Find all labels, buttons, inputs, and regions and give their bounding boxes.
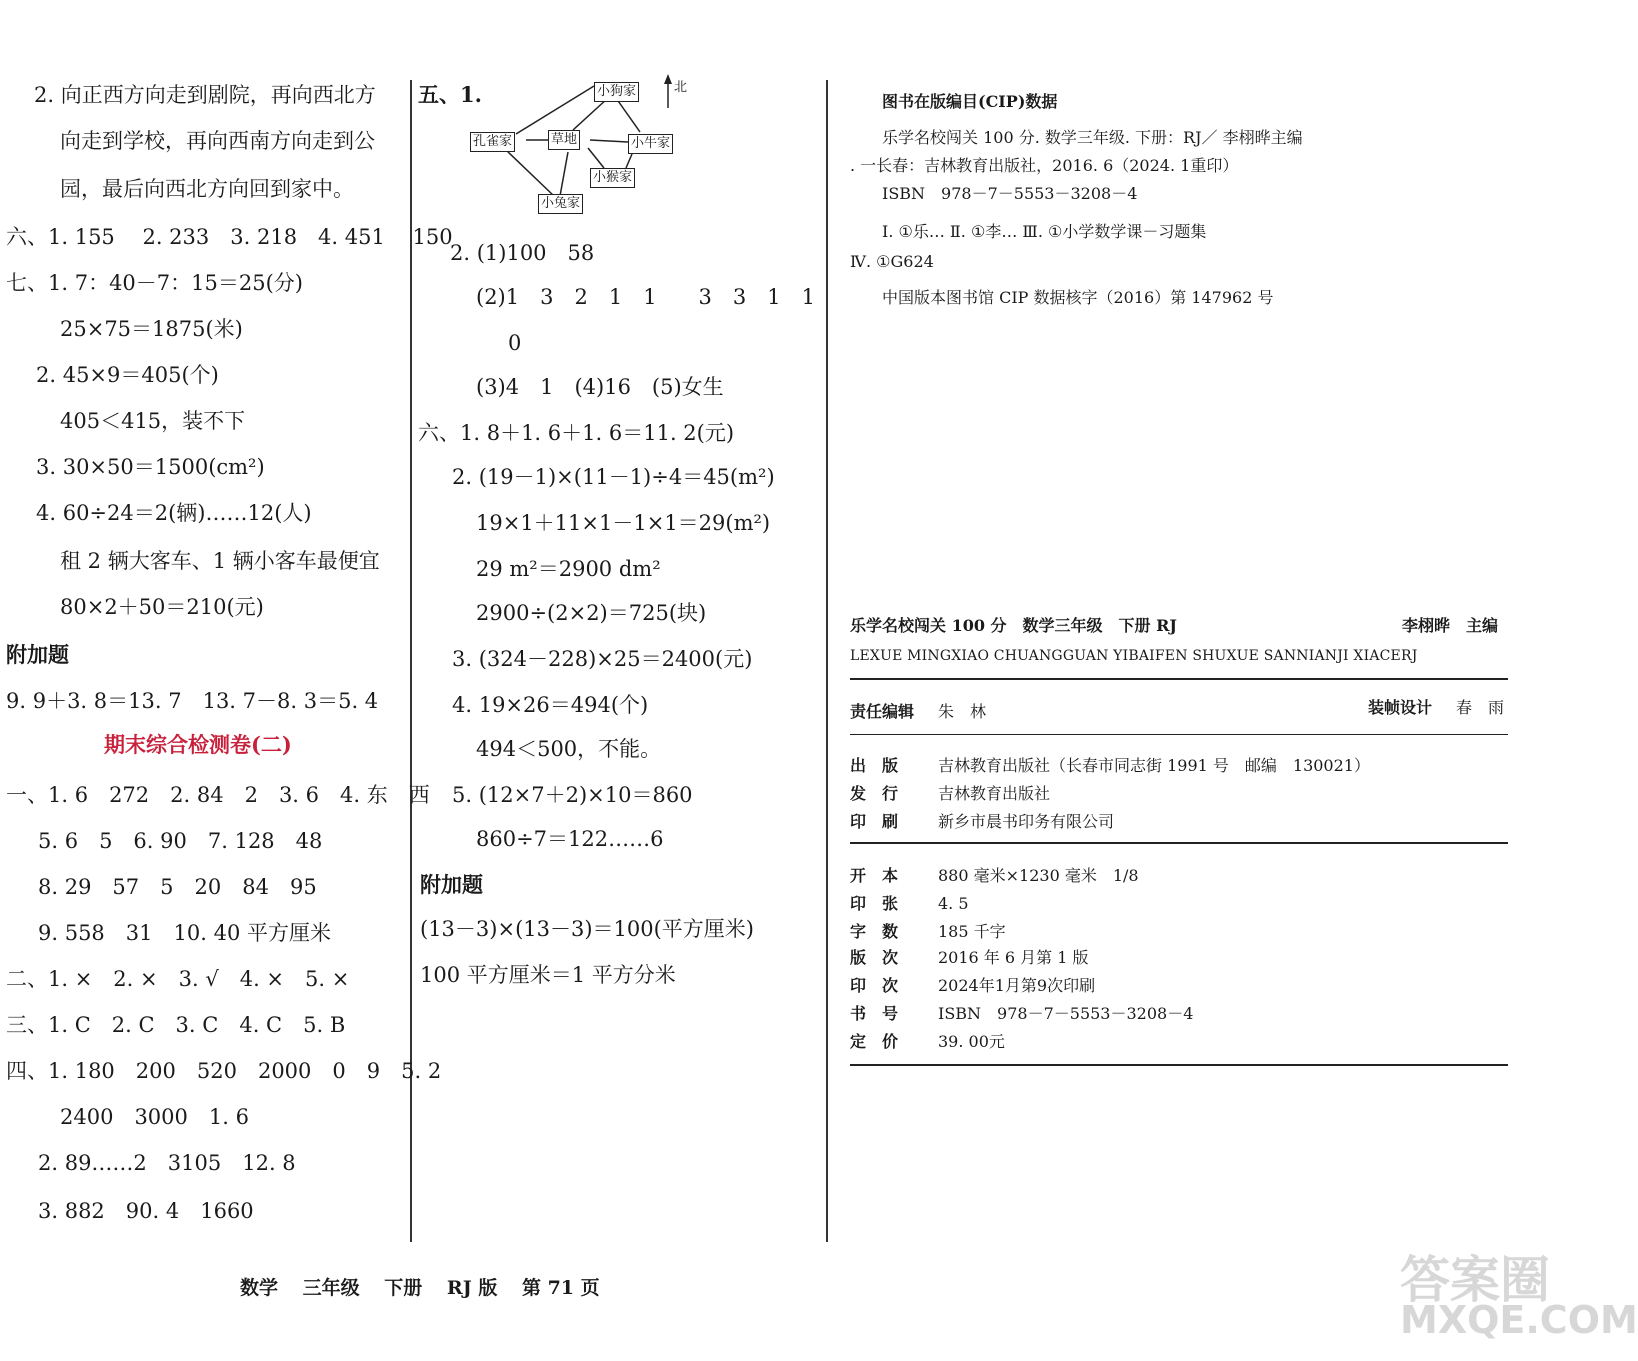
left-answer-line-8: 405＜415，装不下 [60,409,246,433]
spec-row-4 [850,948,1089,968]
pub-key: 出 版 [850,756,899,775]
design-label: 装帧设计 [1368,698,1433,717]
north-label: 北 [674,80,688,95]
middle-answer-line-15: 860÷7＝122……6 [476,827,664,851]
watermark-url: MXQE.COM [1400,1298,1638,1342]
left-answer-line-11: 租 2 辆大客车、1 辆小客车最便宜 [60,549,380,573]
spec-value: ISBN 978－7－5553－3208－4 [938,1004,1194,1023]
middle-answer-line-3: (2)1 3 2 1 1 3 3 1 1 [476,285,815,309]
rule-4 [850,1064,1508,1066]
spec-row-3 [850,922,1006,942]
middle-answer-line-11: 3. (324－228)×25＝2400(元) [452,647,753,671]
middle-answer-line-9: 29 m²＝2900 dm² [476,557,661,581]
rule-1 [850,678,1508,680]
pub-row-2 [850,784,1050,804]
map-node-rabbit-home: 小兔家 [538,194,583,214]
book-author: 李栩晔 主编 [1402,616,1499,635]
section-title: 期末综合检测卷(二) [104,732,292,757]
middle-answer-line-13: 494＜500，不能。 [476,737,662,761]
spec-row-2 [850,894,969,914]
left-answer-line-23: 2. 89……2 3105 12. 8 [38,1151,296,1175]
watermark-logo: 答案圈 [1400,1251,1550,1309]
spec-key: 印 次 [850,976,899,995]
spec-row-5 [850,976,1095,996]
middle-answer-line-12: 4. 19×26＝494(个) [452,693,649,717]
pub-value: 吉林教育出版社 [938,784,1051,803]
designer-name: 春 雨 [1456,698,1505,717]
spec-key: 开 本 [850,866,899,885]
left-answer-line-18: 9. 558 31 10. 40 平方厘米 [38,921,331,945]
middle-answer-line-8: 19×1＋11×1－1×1＝29(m²) [476,511,771,535]
footer-page: 第 71 页 [521,1277,600,1299]
cip-line-1: 乐学名校闯关 100 分. 数学三年级. 下册：RJ／ 李栩晔主编 [882,128,1303,147]
left-answer-line-13: 附加题 [6,642,69,667]
spec-value: 4. 5 [938,894,969,913]
middle-answer-line-7: 2. (19－1)×(11－1)÷4＝45(m²) [452,465,775,489]
spec-value: 880 毫米×1230 毫米 1/8 [938,866,1139,885]
spec-value: 2024年1月第9次印刷 [938,976,1096,995]
left-answer-line-24: 3. 882 90. 4 1660 [38,1199,254,1223]
left-answer-line-7: 2. 45×9＝405(个) [36,363,219,387]
rule-3 [850,842,1508,844]
left-answer-line-3: 园，最后向西北方向回到家中。 [60,177,354,201]
rule-2 [850,734,1508,735]
spec-key: 定 价 [850,1032,899,1051]
spec-row-7 [850,1032,1005,1052]
spec-key: 印 张 [850,894,899,913]
middle-answer-line-10: 2900÷(2×2)＝725(块) [476,601,707,625]
middle-answer-line-4: 0 [508,331,522,355]
editor-label: 责任编辑 [850,702,915,721]
left-answer-line-14: 9. 9＋3. 8＝13. 7 13. 7－8. 3＝5. 4 [6,689,379,713]
left-answer-line-4: 六、1. 155 2. 233 3. 218 4. 451 150 [6,225,453,249]
cip-line-3: ISBN 978－7－5553－3208－4 [882,184,1138,203]
middle-answer-line-6: 六、1. 8＋1. 6＋1. 6＝11. 2(元) [418,421,735,445]
left-answer-line-19: 二、1. × 2. × 3. √ 4. × 5. × [6,967,350,991]
footer-edition: RJ 版 [446,1277,498,1299]
cip-line-6: 中国版本图书馆 CIP 数据核字（2016）第 147962 号 [882,288,1274,307]
left-answer-line-9: 3. 30×50＝1500(cm²) [36,455,265,479]
map-node-dog-home: 小狗家 [594,82,639,102]
middle-answer-line-18: 100 平方厘米＝1 平方分米 [420,963,676,987]
left-answer-line-6: 25×75＝1875(米) [60,317,243,341]
middle-answer-line-14: 5. (12×7＋2)×10＝860 [452,783,693,807]
page-footer [240,1273,618,1300]
map-node-cow-home: 小牛家 [628,134,673,154]
spec-row-1 [850,866,1139,886]
column-divider-right [826,80,828,1242]
spec-value: 185 千字 [938,922,1006,941]
spec-key: 字 数 [850,922,899,941]
map-node-peacock-home: 孔雀家 [470,132,515,152]
left-answer-line-17: 8. 29 57 5 20 84 95 [38,875,317,899]
spec-key: 版 次 [850,948,899,967]
pub-key: 印 刷 [850,812,899,831]
left-answer-line-2: 向走到学校，再向西南方向走到公 [60,129,375,153]
cip-line-2: . 一长春：吉林教育出版社，2016. 6（2024. 1重印） [850,156,1239,175]
map-node-monkey-home: 小猴家 [590,168,635,188]
left-answer-line-12: 80×2＋50＝210(元) [60,595,264,619]
left-answer-line-16: 5. 6 5 6. 90 7. 128 48 [38,829,323,853]
footer-volume: 下册 [384,1277,423,1299]
spec-key: 书 号 [850,1004,899,1023]
footer-grade: 三年级 [302,1277,360,1299]
left-answer-line-21: 四、1. 180 200 520 2000 0 9 5. 2 [6,1059,442,1083]
middle-answer-line-1: 五、1. [418,82,482,107]
cip-line-4: Ⅰ. ①乐… Ⅱ. ①李… Ⅲ. ①小学数学课－习题集 [882,222,1207,241]
middle-answer-line-2: 2. (1)100 58 [450,241,595,265]
map-diagram [468,72,688,222]
middle-answer-line-16: 附加题 [420,872,483,897]
footer-subject: 数学 [240,1277,279,1299]
middle-answer-line-5: (3)4 1 (4)16 (5)女生 [476,375,724,399]
pub-value: 吉林教育出版社（长春市同志街 1991 号 邮编 130021） [938,756,1370,775]
map-node-grassland: 草地 [548,130,580,150]
pub-row-1 [850,756,1370,776]
left-answer-line-1: 2. 向正西方向走到剧院，再向西北方 [34,83,376,107]
left-answer-line-22: 2400 3000 1. 6 [60,1105,249,1129]
book-title: 乐学名校闯关 100 分 数学三年级 下册 RJ [850,616,1177,635]
left-answer-line-15: 一、1. 6 272 2. 84 2 3. 6 4. 东 西 [6,783,430,807]
left-answer-line-10: 4. 60÷24＝2(辆)……12(人) [36,501,312,525]
left-answer-line-5: 七、1. 7：40－7：15＝25(分) [6,271,303,295]
spec-row-6 [850,1004,1193,1024]
spec-value: 39. 00元 [938,1032,1005,1051]
spec-value: 2016 年 6 月第 1 版 [938,948,1089,967]
middle-answer-line-17: (13－3)×(13－3)＝100(平方厘米) [420,917,754,941]
cip-line-5: Ⅳ. ①G624 [850,252,934,271]
pub-key: 发 行 [850,784,899,803]
pub-value: 新乡市晨书印务有限公司 [938,812,1115,831]
pub-row-3 [850,812,1114,832]
left-answer-line-20: 三、1. C 2. C 3. C 4. C 5. B [6,1013,346,1037]
editor-name: 朱 林 [938,702,987,721]
cip-title: 图书在版编目(CIP)数据 [882,92,1058,111]
book-pinyin: LEXUE MINGXIAO CHUANGGUAN YIBAIFEN SHUXUE SANNIANJI XIACERJ [850,648,1418,664]
